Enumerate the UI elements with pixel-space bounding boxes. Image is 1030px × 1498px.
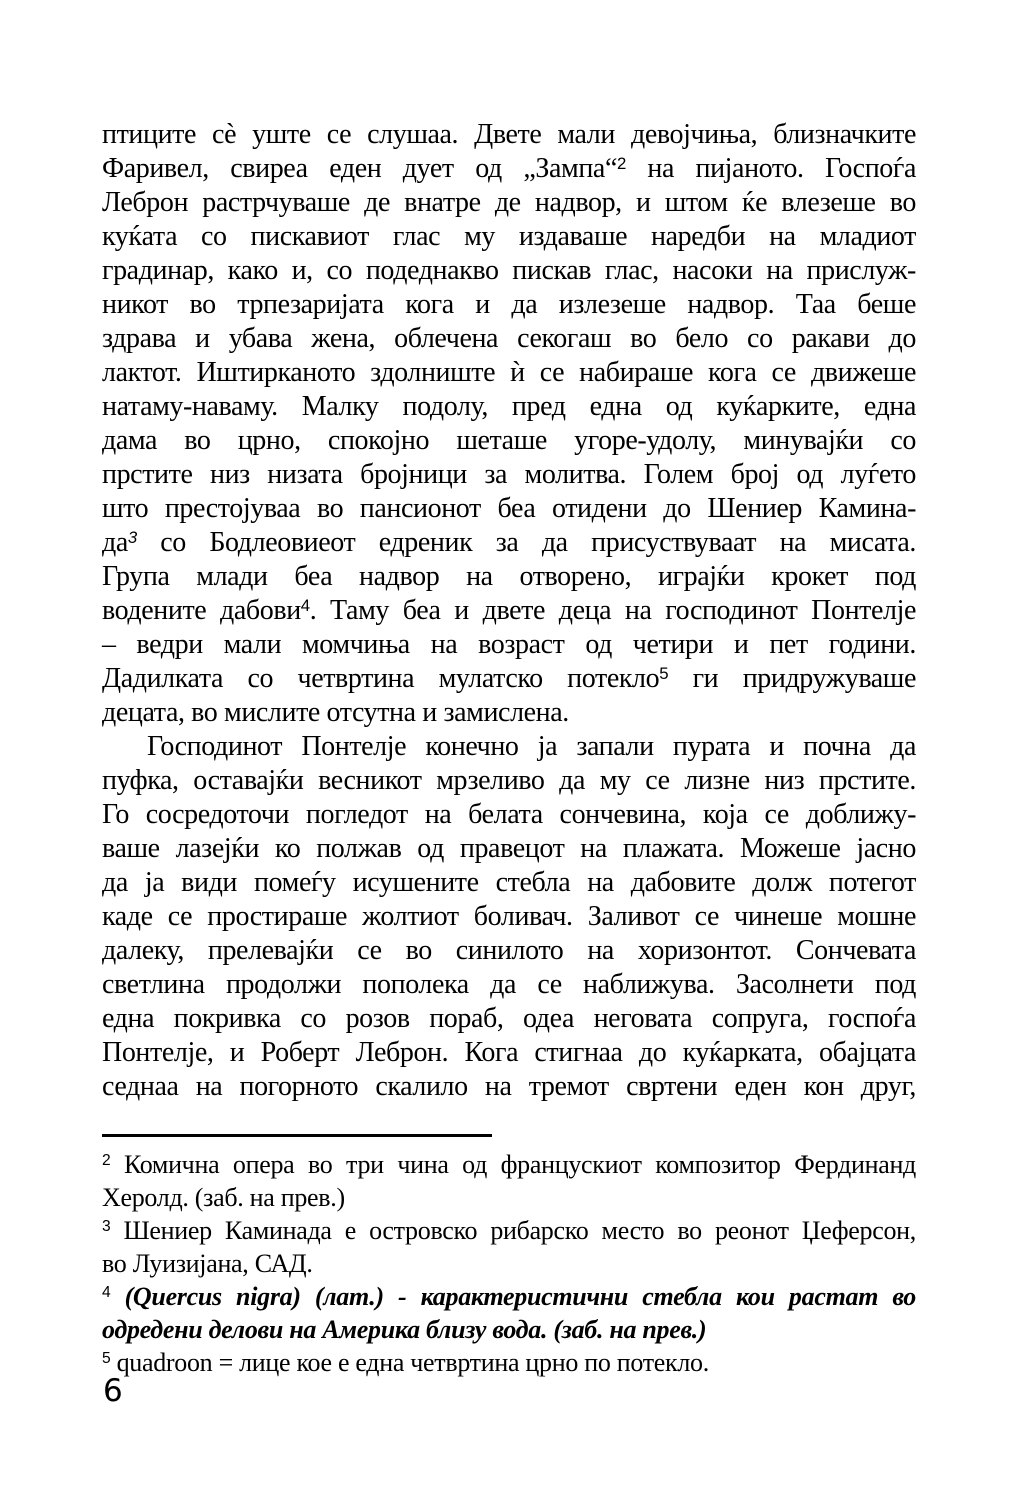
body-line: Понтелје, и Роберт Леброн. Кога стигнаа до куќарката, обајцата (102, 1037, 916, 1068)
footnote-line: во Луизијана, САД. (102, 1249, 313, 1278)
body-line: натаму-наваму. Малку подолу, пред една од куќарките, една (102, 391, 916, 422)
body-line: Господинот Понтелје конечно ја запали пурата и почна да (147, 731, 916, 762)
superscript-marker: 5 (659, 663, 669, 683)
body-line: прстите низ низата бројници за молитва. Голем број од луѓето (102, 459, 916, 490)
body-line: лактот. Иштирканото здолниште ѝ се набираше кога се движеше (102, 357, 916, 388)
body-line: – ведри мали момчиња на возраст од четири и пет години. (102, 629, 916, 660)
body-line: Дадилката со четвртина мулатско потекло$^5$ ги придружуваше (102, 663, 916, 694)
body-line: светлина продолжи пополека да се наближува. Засолнети под (102, 969, 916, 1000)
body-line: Го сосредоточи погледот на белата сончевина, која се доближу- (102, 799, 916, 830)
body-line: градинар, како и, со подеднакво пискав глас, насоки на прислуж- (102, 255, 916, 286)
footnote-line: одредени делови на Америка близу вода. (заб. на прев.) (102, 1315, 707, 1344)
body-line: децата, во мислите отсутна и замислена. (102, 697, 569, 728)
body-line: Леброн растрчуваше де внатре де надвор, и штом ќе влезеше во (102, 187, 916, 218)
body-line: куќата со пискавиот глас му издаваше наредби на младиот (102, 221, 916, 252)
footnotes-text (102, 1148, 916, 1379)
body-line: седнаа на погорното скалило на тремот свртени еден кон друг, (102, 1071, 916, 1102)
body-line: дама во црно, спокојно шеташе угоре-удолу, минувајќи со (102, 425, 916, 456)
body-line: здрава и убава жена, облечена секогаш во бело со ракави до (102, 323, 916, 354)
footnote-line: $^3$ Шениер Каминада е островско рибарско место во реонот Џеферсон, (102, 1216, 916, 1245)
page-number: 6 (103, 1373, 123, 1409)
superscript-marker: 5 (102, 1350, 111, 1368)
body-line: да ја види помеѓу исушените стебла на дабовите долж потегот (102, 867, 916, 898)
body-line: каде се простираше жолтиот боливач. Заливот се чинеше мошне (102, 901, 916, 932)
body-line: што престојуваа во пансионот беа отидени до Шениер Камина- (102, 493, 916, 524)
superscript-marker: 3 (102, 1218, 111, 1236)
body-text (102, 118, 916, 1104)
superscript-marker: 4 (102, 1284, 111, 1302)
footnote-line: $^2$ Комична опера во три чина од францускиот композитор Фердинанд (102, 1150, 916, 1179)
footnote-line: $^4$ (Quercus nigra) (лат.) - карактеристични стебла кои растат во (102, 1282, 916, 1311)
body-line: пуфка, оставајќи весникот мрзеливо да му се лизне низ прстите. (102, 765, 916, 796)
body-line: Група млади беа надвор на отворено, играјќи крокет под (102, 561, 916, 592)
footnote-line: $^5$ quadroon = лице кое е една четвртина црно по потекло. (102, 1348, 709, 1377)
body-line: птиците сѐ уште се слушаа. Двете мали девојчиња, близначките (102, 119, 916, 150)
body-line: ваше лазејќи ко полжав од правецот на плажата. Можеше јасно (102, 833, 916, 864)
body-line: Фаривел, свиреа еден дует од „Зампа“$^2$ на пијаното. Госпоѓа (102, 153, 916, 184)
superscript-marker: 4 (300, 595, 310, 615)
body-line: $да^3$ со Бодлеовиеот едреник за да присуствуваат на мисата. (102, 527, 916, 558)
superscript-marker: 2 (102, 1152, 111, 1170)
superscript-marker: 2 (616, 153, 626, 173)
body-line: водените дабови$^4$. Таму беа и двете деца на господинот Понтелје (102, 595, 917, 626)
body-line: никот во трпезаријата кога и да излезеше надвор. Таа беше (102, 289, 916, 320)
footnote-line: Херолд. (заб. на прев.) (102, 1183, 345, 1212)
superscript-marker: 3 (127, 527, 137, 547)
body-line: далеку, прелевајќи се во синилото на хоризонтот. Сончевата (102, 935, 916, 966)
footnote-separator-rule (102, 1134, 492, 1137)
body-line: една покривка со розов пораб, одеа неговата сопруга, госпоѓа (102, 1003, 916, 1034)
